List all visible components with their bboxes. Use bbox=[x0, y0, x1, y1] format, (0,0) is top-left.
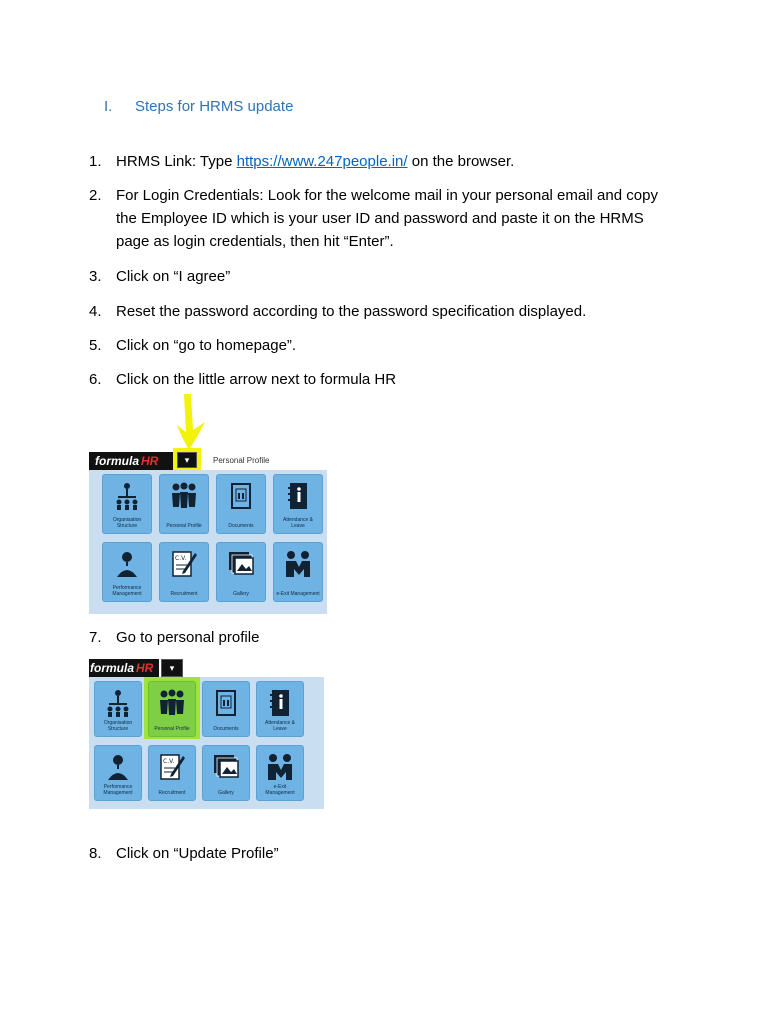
tile-label: Attendance & Leave bbox=[264, 720, 296, 732]
step-text: Reset the password according to the password specification displayed. bbox=[116, 303, 587, 320]
personal-profile-screenshot bbox=[89, 657, 324, 809]
tile-label: Attendance & Leave bbox=[282, 517, 314, 529]
formula-hr-logo: formula HR bbox=[89, 659, 159, 677]
tile-performance-management[interactable] bbox=[102, 542, 152, 602]
dropdown-arrow-button[interactable]: ▾ bbox=[161, 659, 183, 677]
svg-text:C.V.: C.V. bbox=[175, 555, 187, 562]
tile-recruitment[interactable] bbox=[159, 542, 209, 602]
step-8 bbox=[89, 842, 689, 865]
cv-pen-icon bbox=[157, 752, 187, 782]
step-number: 8. bbox=[89, 845, 102, 862]
step-4 bbox=[89, 300, 689, 323]
section-heading bbox=[104, 98, 293, 115]
org-chart-icon bbox=[112, 481, 142, 511]
tile-label: Gallery bbox=[233, 591, 249, 597]
tile-gallery[interactable] bbox=[216, 542, 266, 602]
hrms-link[interactable]: https://www.247people.in/ bbox=[236, 153, 408, 170]
step-number: 4. bbox=[89, 303, 102, 320]
tile-label: e-Exit Management bbox=[276, 591, 320, 597]
tile-performance-management[interactable] bbox=[94, 745, 142, 801]
people-icon bbox=[169, 481, 199, 511]
presenter-icon bbox=[112, 549, 142, 579]
document-icon bbox=[226, 481, 256, 511]
formula-hr-menu-screenshot bbox=[89, 392, 327, 614]
dropdown-arrow-button[interactable]: ▾ bbox=[177, 452, 197, 468]
tile-label: Recruitment bbox=[158, 790, 186, 796]
svg-text:C.V.: C.V. bbox=[163, 758, 175, 765]
step-text: Click on the little arrow next to formula HR bbox=[116, 371, 397, 388]
tile-label: Organisation Structure bbox=[112, 517, 142, 529]
step-text: Click on “go to homepage”. bbox=[116, 337, 297, 354]
tile-label: Personal Profile bbox=[166, 523, 202, 529]
tile-label: e-Exit Management bbox=[265, 784, 295, 796]
tile-label: Recruitment bbox=[170, 591, 198, 597]
tile-label: Gallery bbox=[218, 790, 234, 796]
step-text: Click on “Update Profile” bbox=[116, 845, 279, 862]
yellow-arrow-icon bbox=[169, 392, 209, 452]
step-number: 2. bbox=[89, 187, 102, 204]
step-number: 3. bbox=[89, 268, 102, 285]
step-7 bbox=[89, 626, 689, 649]
tile-personal-profile[interactable] bbox=[159, 474, 209, 534]
tile-label: Documents bbox=[213, 726, 239, 732]
formula-hr-logo: formula HR bbox=[89, 452, 173, 470]
cv-pen-icon bbox=[169, 549, 199, 579]
tile-attendance-leave[interactable] bbox=[273, 474, 323, 534]
step-3 bbox=[89, 265, 689, 288]
step-text: Click on “I agree” bbox=[116, 268, 231, 285]
presenter-icon bbox=[103, 752, 133, 782]
step-1 bbox=[89, 150, 689, 173]
org-chart-icon bbox=[103, 688, 133, 718]
step-2 bbox=[89, 184, 674, 253]
tile-documents[interactable] bbox=[202, 681, 250, 737]
step-number: 1. bbox=[89, 153, 102, 170]
heading-text: Steps for HRMS update bbox=[135, 98, 294, 115]
people-icon bbox=[157, 688, 187, 718]
gallery-icon bbox=[211, 752, 241, 782]
step-text: HRMS Link: Type bbox=[116, 153, 237, 170]
tile-exit-management[interactable] bbox=[273, 542, 323, 602]
tile-exit-management[interactable] bbox=[256, 745, 304, 801]
tile-personal-profile[interactable] bbox=[148, 681, 196, 737]
step-text: For Login Credentials: Look for the welcome mail in your personal email and copy the Employee ID which is your user ID and password and paste it on the HRMS page as login credentials, then hit “Enter”. bbox=[116, 187, 658, 250]
handshake-icon bbox=[265, 752, 295, 782]
tile-organisation-structure[interactable] bbox=[94, 681, 142, 737]
step-number: 7. bbox=[89, 629, 102, 646]
tile-label: Documents bbox=[228, 523, 254, 529]
step-6 bbox=[89, 368, 689, 391]
tile-gallery[interactable] bbox=[202, 745, 250, 801]
tile-label: Organisation Structure bbox=[103, 720, 133, 732]
step-text: Go to personal profile bbox=[116, 629, 260, 646]
personal-profile-menu-label[interactable]: Personal Profile bbox=[213, 456, 270, 465]
step-number: 6. bbox=[89, 371, 102, 388]
document-icon bbox=[211, 688, 241, 718]
tile-documents[interactable] bbox=[216, 474, 266, 534]
tile-label: Personal Profile bbox=[154, 726, 190, 732]
notebook-icon bbox=[265, 688, 295, 718]
step-number: 5. bbox=[89, 337, 102, 354]
notebook-icon bbox=[283, 481, 313, 511]
gallery-icon bbox=[226, 549, 256, 579]
heading-number: I. bbox=[104, 98, 113, 115]
tile-organisation-structure[interactable] bbox=[102, 474, 152, 534]
step-5 bbox=[89, 334, 689, 357]
tile-attendance-leave[interactable] bbox=[256, 681, 304, 737]
step-text: on the browser. bbox=[407, 153, 515, 170]
tile-recruitment[interactable] bbox=[148, 745, 196, 801]
tile-label: Performance Management bbox=[103, 784, 133, 796]
handshake-icon bbox=[283, 549, 313, 579]
tile-label: Performance Management bbox=[112, 585, 142, 597]
